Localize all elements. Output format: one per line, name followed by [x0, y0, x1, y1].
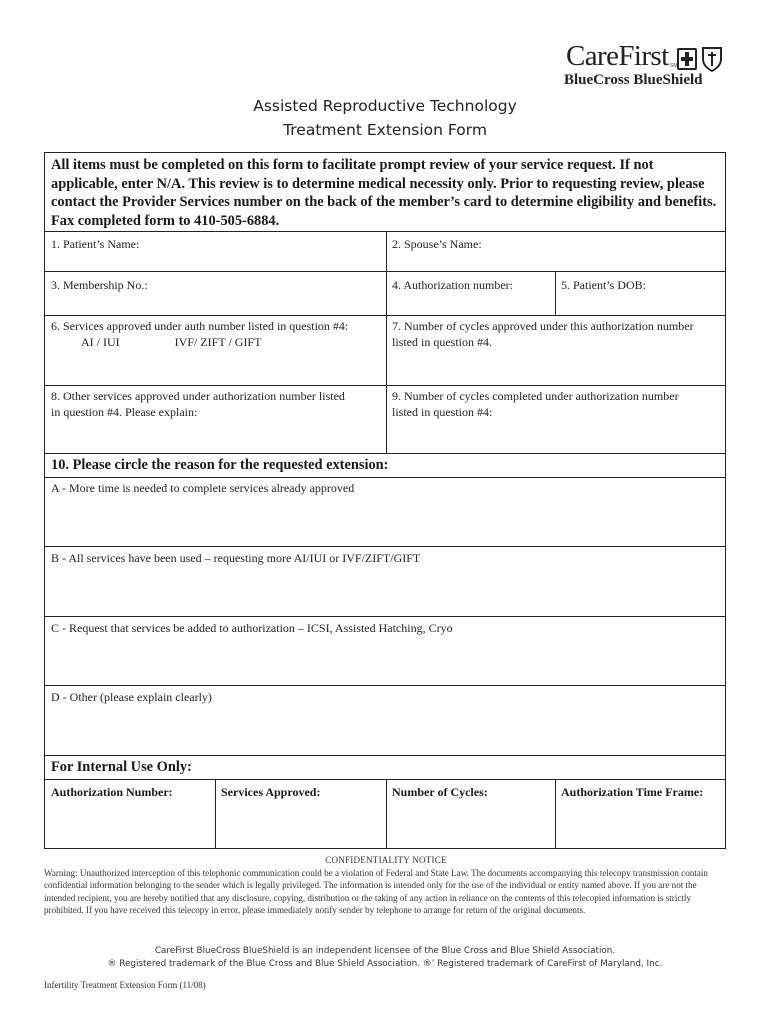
footer-licensee-note: CareFirst BlueCross BlueShield is an independent licensee of the Blue Cross and Blue Shield Association.: [154, 946, 616, 956]
other-services-label-1: 8. Other services approved under authorization number listed: [51, 389, 345, 403]
services-approved-field[interactable]: [51, 319, 381, 350]
logo-wordmark: CareFirst: [566, 40, 669, 72]
column-divider: [215, 779, 216, 849]
divider: [45, 315, 725, 316]
divider: [45, 755, 725, 756]
column-divider: [555, 271, 556, 315]
reason-a[interactable]: A - More time is needed to complete services already approved: [51, 481, 355, 495]
blue-shield-icon: [701, 46, 723, 72]
internal-number-of-cycles: Number of Cycles:: [392, 785, 488, 799]
spouse-name-field[interactable]: 2. Spouse’s Name:: [392, 237, 482, 251]
internal-authorization-number: Authorization Number:: [51, 785, 173, 799]
divider: [45, 685, 725, 686]
services-approved-label: 6. Services approved under auth number listed in question #4:: [51, 319, 349, 333]
cycles-approved-label-1: 7. Number of cycles approved under this authorization number: [392, 319, 694, 333]
other-services-field[interactable]: [51, 389, 381, 420]
divider: [45, 779, 725, 780]
internal-authorization-time-frame: Authorization Time Frame:: [561, 785, 704, 799]
form-title: Assisted Reproductive Technology: [253, 97, 517, 115]
divider: [45, 385, 725, 386]
cycles-completed-field[interactable]: [392, 389, 722, 420]
service-options: [51, 335, 381, 351]
patient-name-field[interactable]: 1. Patient’s Name:: [51, 237, 140, 251]
form-box: [44, 152, 726, 849]
carefirst-logo: [560, 40, 730, 92]
column-divider: [386, 231, 387, 453]
column-divider: [555, 779, 556, 849]
internal-use-heading: For Internal Use Only:: [51, 759, 192, 775]
reason-b[interactable]: B - All services have been used – requesting more AI/IUI or IVF/ZIFT/GIFT: [51, 551, 421, 565]
logo-trademark: SM: [670, 63, 678, 69]
authorization-number-field[interactable]: 4. Authorization number:: [392, 278, 513, 292]
membership-no-field[interactable]: 3. Membership No.:: [51, 278, 148, 292]
option-ai-iui[interactable]: AI / IUI: [81, 334, 120, 349]
option-ivf-zift-gift[interactable]: IVF/ ZIFT / GIFT: [174, 334, 262, 349]
divider: [45, 453, 725, 454]
cycles-approved-label-2: listed in question #4.: [392, 334, 492, 349]
notice-title: CONFIDENTIALITY NOTICE: [325, 855, 447, 865]
divider: [45, 477, 725, 478]
other-services-label-2: in question #4. Please explain:: [51, 404, 198, 419]
column-divider: [386, 779, 387, 849]
patient-dob-field[interactable]: 5. Patient’s DOB:: [561, 278, 647, 292]
divider: [45, 271, 725, 272]
form-id: Infertility Treatment Extension Form (11/08): [44, 980, 206, 990]
logo-subtitle: BlueCross BlueShield: [564, 72, 703, 88]
cycles-approved-field[interactable]: [392, 319, 722, 350]
reason-c[interactable]: C - Request that services be added to authorization – ICSI, Assisted Hatching, Cryo: [51, 621, 453, 635]
reasons-heading: 10. Please circle the reason for the requested extension:: [51, 457, 389, 473]
cycles-completed-label-2: listed in question #4:: [392, 404, 493, 419]
divider: [45, 231, 725, 232]
form-subtitle: Treatment Extension Form: [283, 121, 487, 139]
reason-d[interactable]: D - Other (please explain clearly): [51, 690, 212, 704]
confidentiality-notice: [44, 854, 728, 917]
cycles-completed-label-1: 9. Number of cycles completed under authorization number: [392, 389, 679, 403]
divider: [45, 616, 725, 617]
internal-services-approved: Services Approved:: [221, 785, 321, 799]
footer-trademark-note: ® Registered trademark of the Blue Cross and Blue Shield Association. ®’ Registered trademark of CareFirst of Maryland, Inc.: [107, 959, 663, 969]
blue-cross-icon: [677, 48, 697, 70]
notice-body: Warning: Unauthorized interception of this telephonic communication could be a violation of Federal and State Law. The documents accompanying this telecopy transmission contain confidential information belonging to the sender which is legally privileged. The information is intended only for the use of the individual or entity named above. If you are not the intended recipient, you are hereby notified that any disclosure, copying, distribution or the taking of any action in reliance on the contents of this telecopied information is strictly prohibited. If you have received this telecopy in error, please immediately notify sender by telephone to arrange for return of the original documents.: [44, 867, 708, 915]
divider: [45, 546, 725, 547]
instructions: All items must be completed on this form to facilitate prompt review of your service request. If not applicable, enter N/A. This review is to determine medical necessity only. Prior to requesting review, please contact the Provider Services number on the back of the member’s card to determine eligibility and benefits. Fax completed form to 410-505-6884.: [51, 157, 717, 229]
